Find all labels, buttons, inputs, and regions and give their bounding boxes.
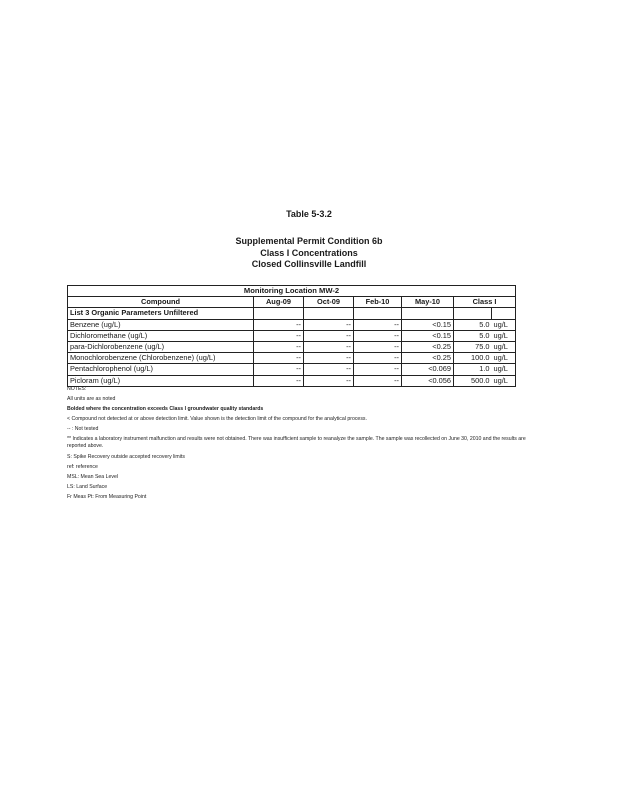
class-value-cell: 75.0 bbox=[454, 341, 492, 352]
may-cell: <0.056 bbox=[402, 375, 454, 386]
unit-cell: ug/L bbox=[492, 375, 516, 386]
feb-cell: -- bbox=[354, 319, 402, 330]
may-cell: <0.25 bbox=[402, 353, 454, 364]
header-aug: Aug-09 bbox=[254, 297, 304, 308]
compound-cell: Pentachlorophenol (ug/L) bbox=[68, 364, 254, 375]
class-value-cell: 500.0 bbox=[454, 375, 492, 386]
header-compound: Compound bbox=[68, 297, 254, 308]
aug-cell: -- bbox=[254, 319, 304, 330]
header-feb: Feb-10 bbox=[354, 297, 402, 308]
class-value-cell: 5.0 bbox=[454, 319, 492, 330]
oct-cell: -- bbox=[304, 330, 354, 341]
table-row bbox=[68, 341, 516, 352]
oct-cell: -- bbox=[304, 375, 354, 386]
compound-cell: Benzene (ug/L) bbox=[68, 319, 254, 330]
unit-cell: ug/L bbox=[492, 330, 516, 341]
feb-cell: -- bbox=[354, 375, 402, 386]
class-value-cell: 5.0 bbox=[454, 330, 492, 341]
oct-cell: -- bbox=[304, 319, 354, 330]
unit-cell: ug/L bbox=[492, 341, 516, 352]
feb-cell: -- bbox=[354, 341, 402, 352]
header-oct: Oct-09 bbox=[304, 297, 354, 308]
header-class: Class I bbox=[454, 297, 516, 308]
unit-cell: ug/L bbox=[492, 353, 516, 364]
note-line: -- : Not tested bbox=[67, 426, 99, 433]
header-row bbox=[68, 297, 516, 308]
compound-cell: Monochlorobenzene (Chlorobenzene) (ug/L) bbox=[68, 353, 254, 364]
table-row bbox=[68, 319, 516, 330]
compound-cell: para-Dichlorobenzene (ug/L) bbox=[68, 341, 254, 352]
note-line: Fr Meas Pt: From Measuring Point bbox=[67, 493, 147, 500]
oct-cell: -- bbox=[304, 364, 354, 375]
table-row bbox=[68, 353, 516, 364]
compound-cell: Dichloromethane (ug/L) bbox=[68, 330, 254, 341]
feb-cell: -- bbox=[354, 330, 402, 341]
note-line: ** Indicates a laboratory instrument malfunction and results were not obtained. There was insufficient sample to reanalyze the sample. The sample was recollected on June 30, 2010 and the results are reported above. bbox=[67, 436, 526, 450]
may-cell: <0.25 bbox=[402, 341, 454, 352]
may-cell: <0.069 bbox=[402, 364, 454, 375]
title-line: Class I Concentrations bbox=[260, 247, 358, 258]
aug-cell: -- bbox=[254, 353, 304, 364]
note-line: < Compound not detected at or above detection limit. Value shown is the detection limit of the compound for the analytical process. bbox=[67, 416, 367, 423]
header-may: May-10 bbox=[402, 297, 454, 308]
note-line: S: Spike Recovery outside accepted recovery limits bbox=[67, 453, 185, 460]
table-row bbox=[68, 330, 516, 341]
compound-cell: Picloram (ug/L) bbox=[68, 375, 254, 386]
table-row bbox=[68, 375, 516, 386]
table-title-block bbox=[0, 236, 618, 271]
aug-cell: -- bbox=[254, 364, 304, 375]
aug-cell: -- bbox=[254, 330, 304, 341]
note-line: LS: Land Surface bbox=[67, 483, 108, 490]
section-label: List 3 Organic Parameters Unfiltered bbox=[68, 308, 254, 319]
concentration-table bbox=[67, 285, 516, 387]
location-row bbox=[68, 286, 516, 297]
notes-block bbox=[67, 386, 537, 504]
may-cell: <0.15 bbox=[402, 319, 454, 330]
note-line: All units are as noted bbox=[67, 396, 116, 403]
oct-cell: -- bbox=[304, 341, 354, 352]
aug-cell: -- bbox=[254, 375, 304, 386]
notes-heading: NOTES: bbox=[67, 386, 87, 392]
note-line: MSL: Mean Sea Level bbox=[67, 473, 119, 480]
aug-cell: -- bbox=[254, 341, 304, 352]
class-value-cell: 1.0 bbox=[454, 364, 492, 375]
section-row bbox=[68, 308, 516, 319]
may-cell: <0.15 bbox=[402, 330, 454, 341]
table-label: Table 5-3.2 bbox=[286, 209, 332, 219]
note-line: ref: reference bbox=[67, 463, 98, 470]
table-row bbox=[68, 364, 516, 375]
feb-cell: -- bbox=[354, 364, 402, 375]
oct-cell: -- bbox=[304, 353, 354, 364]
location-header: Monitoring Location MW-2 bbox=[68, 286, 516, 297]
note-line: Bolded where the concentration exceeds Class I groundwater quality standards bbox=[67, 406, 264, 413]
unit-cell: ug/L bbox=[492, 319, 516, 330]
class-value-cell: 100.0 bbox=[454, 353, 492, 364]
title-line: Supplemental Permit Condition 6b bbox=[235, 236, 383, 246]
title-line: Closed Collinsville Landfill bbox=[251, 259, 367, 269]
feb-cell: -- bbox=[354, 353, 402, 364]
unit-cell: ug/L bbox=[492, 364, 516, 375]
